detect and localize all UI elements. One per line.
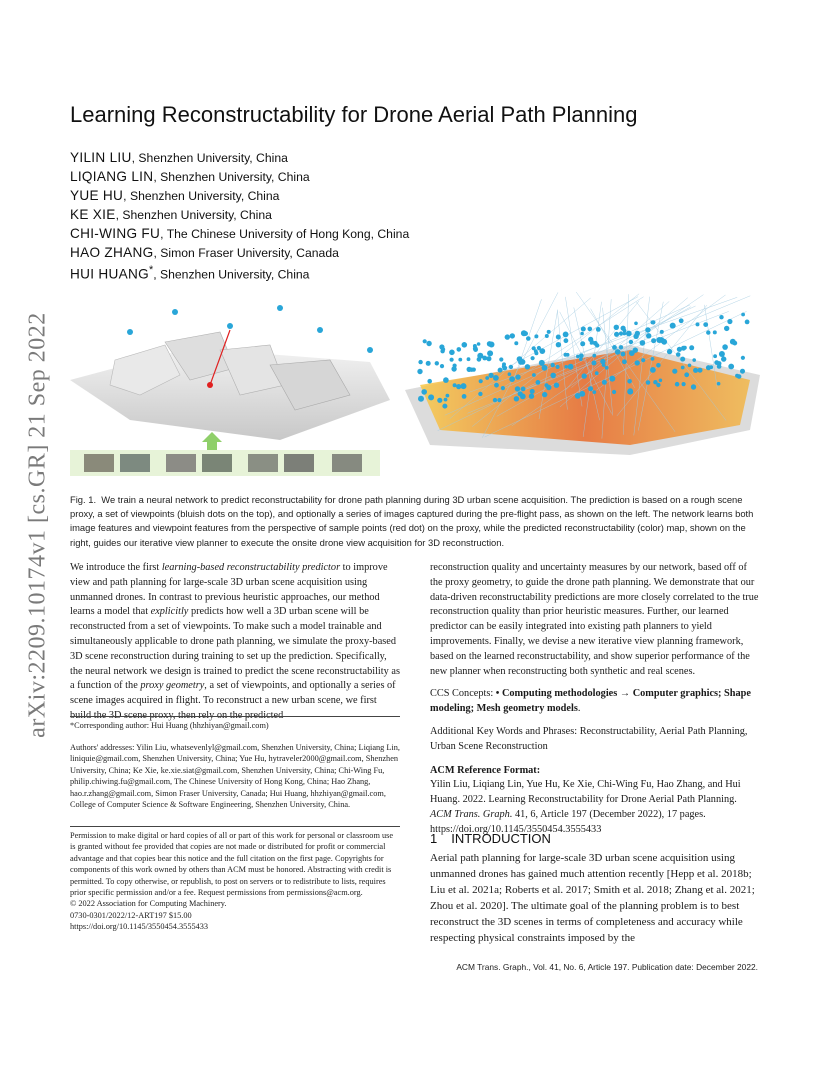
viewpoint-dot xyxy=(417,369,422,374)
viewpoint-dot xyxy=(740,369,745,374)
author-7 xyxy=(70,264,309,281)
viewpoint-dot xyxy=(717,364,722,369)
viewpoint-dot xyxy=(509,365,513,369)
viewpoint-dot xyxy=(428,394,434,400)
viewpoint-dot xyxy=(521,387,526,392)
permission-notice xyxy=(70,830,400,933)
viewpoint-dot xyxy=(501,386,505,390)
viewpoint-dot xyxy=(536,380,541,385)
viewpoint-dot xyxy=(127,329,133,335)
viewpoint-dot xyxy=(493,375,499,381)
viewpoint-dot xyxy=(698,368,703,373)
ccs-concepts xyxy=(430,687,760,717)
viewpoint-dot xyxy=(545,383,549,387)
viewpoint-dot xyxy=(564,365,568,369)
viewpoint-dot xyxy=(717,382,721,386)
section-heading xyxy=(430,831,551,846)
viewpoint-dot xyxy=(462,342,468,348)
viewpoint-dot xyxy=(627,379,632,384)
viewpoint-dot xyxy=(482,356,487,361)
viewpoint-dot xyxy=(605,366,609,370)
viewpoint-dot xyxy=(682,382,686,386)
captured-image xyxy=(284,454,314,472)
viewpoint-dot xyxy=(523,331,528,336)
viewpoint-dot xyxy=(556,365,560,369)
viewpoint-dot xyxy=(526,336,531,341)
abstract-text: We introduce the first xyxy=(70,562,162,573)
viewpoint-dot xyxy=(676,352,681,357)
viewpoint-dot xyxy=(439,344,444,349)
viewpoint-dot xyxy=(227,323,233,329)
viewpoint-dot xyxy=(741,356,745,360)
viewpoint-dot xyxy=(534,334,538,338)
viewpoint-dot xyxy=(580,341,585,346)
up-arrow-icon xyxy=(202,432,222,450)
viewpoint-dot xyxy=(508,372,512,376)
viewpoint-dot xyxy=(467,357,471,361)
viewpoint-dot xyxy=(670,323,676,329)
keywords: Additional Key Words and Phrases: Reconstructability, Aerial Path Planning, Urban Scene Reconstruction xyxy=(430,725,748,752)
viewpoint-dot xyxy=(367,347,373,353)
author-mark: * xyxy=(148,264,154,276)
viewpoint-dot xyxy=(619,345,623,349)
viewpoint-dot xyxy=(485,376,489,380)
abstract-emphasis: explicitly xyxy=(150,606,189,618)
viewpoint-dot xyxy=(449,350,455,356)
viewpoint-dot xyxy=(713,354,717,358)
viewpoint-dot xyxy=(719,351,725,357)
abstract-text: to improve view and path planning for large-scale 3D urban scene acquisition using unmanned drones. In contrast to previous heuristic approaches, our method learns a model that xyxy=(70,562,388,618)
viewpoint-dot xyxy=(418,360,422,364)
viewpoint-dot xyxy=(531,356,535,360)
viewpoint-dot xyxy=(509,376,515,382)
paper-title: Learning Reconstructability for Drone Aerial Path Planning xyxy=(70,102,638,127)
viewpoint-dot xyxy=(592,354,596,358)
viewpoint-dot xyxy=(680,357,685,362)
viewpoint-dot xyxy=(628,388,633,393)
figure-caption xyxy=(70,493,760,550)
viewpoint-dot xyxy=(588,327,593,332)
viewpoint-dot xyxy=(612,345,617,350)
intro-paragraph: Aerial path planning for large-scale 3D urban scene acquisition using unmanned drones has gained much attention recently [Hepp et al. 2018b; Liu et al. 2021a; Roberts et al. 2017; Smith et al. 2018; Zhang et al. 2021; Zhou et al. 2020]. The ultimate goal of the planning problem is to best reconstruct the 3D scenes in terms of completeness and accuracy while respecting physical constraints imposed by the xyxy=(430,852,755,944)
viewpoint-dot xyxy=(592,361,597,366)
viewpoint-dot xyxy=(489,373,494,378)
viewpoint-dot xyxy=(646,333,651,338)
viewpoint-dot xyxy=(659,379,663,383)
viewpoint-dot xyxy=(622,359,627,364)
sample-point xyxy=(207,382,213,388)
viewpoint-dot xyxy=(681,346,686,351)
viewpoint-dot xyxy=(530,389,535,394)
viewpoint-dot xyxy=(440,364,444,368)
viewpoint-dot xyxy=(641,358,645,362)
viewpoint-dot xyxy=(453,383,457,387)
viewpoint-dot xyxy=(706,330,710,334)
viewpoint-dot xyxy=(679,318,684,323)
viewpoint-dot xyxy=(722,344,728,350)
viewpoint-dot xyxy=(650,367,656,373)
acm-reference xyxy=(430,764,760,838)
viewpoint-dot xyxy=(732,341,737,346)
viewpoint-dot xyxy=(600,359,605,364)
abstract-emphasis: learning-based reconstructability predictor xyxy=(161,562,341,573)
author-name: HUI HUANG xyxy=(70,266,149,282)
viewpoint-dot xyxy=(588,337,593,342)
captured-image xyxy=(202,454,232,472)
viewpoint-dot xyxy=(564,353,568,357)
viewpoint-dot xyxy=(615,349,621,355)
page-footer: ACM Trans. Graph., Vol. 41, No. 6, Article 197. Publication date: December 2022. xyxy=(456,962,758,972)
captured-image xyxy=(248,454,278,472)
viewpoint-dot xyxy=(621,352,626,357)
viewpoint-dot xyxy=(456,384,461,389)
viewpoint-dot xyxy=(719,315,723,319)
copyright: © 2022 Association for Computing Machinery. xyxy=(70,899,227,909)
viewpoint-dot xyxy=(479,379,483,383)
proxy-scene xyxy=(70,330,390,440)
author-name: KE XIE xyxy=(70,207,116,222)
viewpoint-dot xyxy=(579,391,585,397)
author-affiliation: , Shenzhen University, China xyxy=(131,151,288,165)
viewpoint-dot xyxy=(595,371,599,375)
viewpoint-dot xyxy=(423,339,427,343)
abstract-text: , a set of viewpoints, and optionally a series of scene images acquired in flight. To reconstruct a new urban scene, we first build the 3D scene proxy, then rely on the predicted xyxy=(70,680,396,721)
reconstructability-map xyxy=(405,345,760,455)
viewpoint-dot xyxy=(675,382,680,387)
viewpoint-dot xyxy=(556,335,561,340)
author-name: YUE HU xyxy=(70,188,124,203)
viewpoint-dot xyxy=(672,369,677,374)
viewpoint-dot xyxy=(443,377,449,383)
viewpoint-dot xyxy=(656,383,660,387)
caption-text: We train a neural network to predict reconstructability for drone path planning during 3D urban scene acquisition. The prediction is based on a rough scene proxy, a set of viewpoints (bluish dots on the top), and optionally a series of images captured during the pre-flight pass, as shown on the left. The network learns both image features and viewpoint features from the perspective of sample points (red dot) on the proxy, while the predicted reconstructability (color) map, shown on the right, guides our iterative view planner to execute the onsite drone view acquisition for 3D reconstruction. xyxy=(70,494,754,548)
captured-image xyxy=(84,454,114,472)
viewpoint-dot xyxy=(623,332,627,336)
viewpoint-dot xyxy=(688,364,692,368)
viewpoint-dot xyxy=(651,357,655,361)
viewpoint-dot xyxy=(442,404,447,409)
viewpoint-dot xyxy=(510,333,515,338)
viewpoint-dot xyxy=(681,366,685,370)
viewpoint-dot xyxy=(614,332,619,337)
viewpoint-dot xyxy=(499,357,503,361)
author-3 xyxy=(70,188,279,203)
viewpoint-dot xyxy=(550,373,556,379)
viewpoint-dot xyxy=(444,398,448,402)
author-affiliation: , Simon Fraser University, Canada xyxy=(153,246,339,260)
viewpoint-dot xyxy=(614,325,619,330)
author-5 xyxy=(70,226,409,241)
author-affiliation: , Shenzhen University, China xyxy=(115,208,272,222)
doi-link[interactable]: https://doi.org/10.1145/3550454.3555433 xyxy=(70,922,209,932)
viewpoint-dot xyxy=(563,332,569,338)
author-affiliation: , Shenzhen University, China xyxy=(153,170,310,184)
viewpoint-dot xyxy=(619,331,623,335)
viewpoint-dot xyxy=(609,376,615,382)
viewpoint-dot xyxy=(418,396,424,402)
viewpoint-dot xyxy=(645,327,650,332)
viewpoint-dot xyxy=(612,390,616,394)
viewpoint-dot xyxy=(515,386,520,391)
viewpoint-dot xyxy=(542,392,547,397)
viewpoint-dot xyxy=(505,334,510,339)
author-6 xyxy=(70,245,339,260)
captured-image xyxy=(120,454,150,472)
abstract-left xyxy=(70,561,400,724)
issn: 0730-0301/2022/12-ART197 $15.00 xyxy=(70,910,192,920)
viewpoint-dot xyxy=(646,380,651,385)
viewpoint-dot xyxy=(556,342,561,347)
viewpoint-dot xyxy=(596,327,601,332)
viewpoint-dot xyxy=(579,353,584,358)
author-affiliation: , Shenzhen University, China xyxy=(123,189,280,203)
viewpoint-dot xyxy=(696,322,700,326)
viewpoint-dot xyxy=(656,337,662,343)
viewpoint-dot xyxy=(660,330,664,334)
viewpoint-dot xyxy=(529,394,534,399)
viewpoint-dot xyxy=(588,386,593,391)
viewpoint-dot xyxy=(691,384,696,389)
author-2 xyxy=(70,169,310,184)
viewpoint-dot xyxy=(706,365,711,370)
viewpoint-dot xyxy=(741,313,745,317)
viewpoint-dot xyxy=(486,356,491,361)
viewpoint-dot xyxy=(545,334,549,338)
permission-text: Permission to make digital or hard copies of all or part of this work for personal or classroom use is granted without fee provided that copies are not made or distributed for profit or commercial advantage and that copies bear this notice and the full citation on the first page. Copyrights for components of this work owned by others than ACM must be honored. Abstracting with credit is permitted. To copy otherwise, or republish, to post on servers or to redistribute to lists, requires prior specific permission and/or a fee. Request permissions from permissions@acm.org. xyxy=(70,831,394,898)
viewpoint-dot xyxy=(427,379,432,384)
viewpoint-dot xyxy=(651,320,655,324)
viewpoint-dot xyxy=(426,341,431,346)
viewpoint-dot xyxy=(489,342,495,348)
teaser-figure xyxy=(70,290,760,480)
viewpoint-dot xyxy=(487,350,493,356)
abstract-right xyxy=(430,561,760,838)
ccs-label: CCS Concepts: xyxy=(430,688,496,700)
viewpoint-dot xyxy=(633,334,638,339)
author-name: YILIN LIU xyxy=(70,150,132,165)
viewpoint-dot xyxy=(629,340,633,344)
author-addresses: Authors' addresses: Yilin Liu, whatsevenlyl@gmail.com, Shenzhen University, China; Liqiang Lin, liniquie@gmail.com, Shenzhen University, China; Yue Hu, hytraveler2000@gmail.com, Shenzhen University, China; Ke Xie, ke.xie.siat@gmail.com, Shenzhen University, China; Chi-Wing Fu, philip.chiwing.fu@gmail.com, The Chinese University of Hong Kong, China; Hao Zhang, hao.r.zhang@gmail.com, Simon Fraser University, Canada; Hui Huang, hhzhiyan@gmail.com, College of Computer Science & Software Engineering, Shenzhen University, China. xyxy=(70,743,400,810)
footnote-rule xyxy=(70,716,400,717)
viewpoint-dot xyxy=(580,332,584,336)
viewpoint-dot xyxy=(568,364,574,370)
viewpoint-dot xyxy=(457,347,462,352)
viewpoint-dot xyxy=(592,390,596,394)
viewpoint-dot xyxy=(477,342,481,346)
viewpoint-dot xyxy=(532,373,536,377)
viewpoint-dot xyxy=(564,338,569,343)
viewpoint-dot xyxy=(634,322,638,326)
viewpoint-dot xyxy=(534,349,538,353)
viewpoint-dot xyxy=(667,349,672,354)
viewpoint-dot xyxy=(703,322,708,327)
ccs-items: • Computing methodologies → Computer graphics; Shape modeling; Mesh geometry models xyxy=(430,688,751,715)
viewpoint-dot xyxy=(467,367,472,372)
viewpoint-dot xyxy=(462,394,467,399)
captured-image xyxy=(166,454,196,472)
viewpoint-dot xyxy=(525,364,530,369)
viewpoint-dot xyxy=(478,392,482,396)
viewpoint-dot xyxy=(537,346,541,350)
author-1 xyxy=(70,150,288,165)
viewpoint-dot xyxy=(493,398,497,402)
viewpoint-dot xyxy=(458,358,462,362)
viewpoint-dot xyxy=(689,345,694,350)
viewpoint-dot xyxy=(629,350,635,356)
viewpoint-dot xyxy=(727,319,732,324)
viewpoint-dot xyxy=(277,305,283,311)
viewpoint-dot xyxy=(498,368,503,373)
viewpoint-dot xyxy=(437,398,442,403)
section-title: INTRODUCTION xyxy=(451,831,551,846)
author-name: LIQIANG LIN xyxy=(70,169,154,184)
arxiv-stamp xyxy=(16,290,60,760)
author-name: HAO ZHANG xyxy=(70,245,154,260)
abstract-text: predicts how well a 3D urban scene will be reconstructed from a set of viewpoints. To make such a model trainable and simultaneously applicable to drone path planning, we simulate the proxy-based 3D scene reconstruction during training to set up the prediction. Specifically, the neural network we design is trained to predict the scene reconstructability as a function of the xyxy=(70,606,400,692)
viewpoint-dot xyxy=(515,374,520,379)
abstract-continued: reconstruction quality and uncertainty measures by our network, based off of the proxy geometry, to guide the drone path planning. We demonstrate that our data-driven reconstructability predictions are more closely correlated to the true reconstruction quality than prior heuristic measures. Further, our learned predictor can be easily integrated into existing path planners to yield improvements. Finally, we devise a new iterative view planning framework, based on the learned reconstructability, and show superior performance of the new planner when reconstructing both synthetic and real scenes. xyxy=(430,562,759,677)
viewpoint-dot xyxy=(581,327,586,332)
viewpoint-dot xyxy=(426,361,431,366)
abstract-emphasis: proxy geometry xyxy=(140,680,205,692)
viewpoint-dot xyxy=(461,383,467,389)
acm-ref-journal: ACM Trans. Graph. xyxy=(430,808,513,820)
viewpoint-dot xyxy=(520,394,526,400)
viewpoint-dot xyxy=(497,398,501,402)
viewpoint-dot xyxy=(621,326,626,331)
viewpoint-dot xyxy=(635,360,640,365)
viewpoint-dot xyxy=(554,383,559,388)
viewpoint-dot xyxy=(693,368,698,373)
author-4 xyxy=(70,207,272,222)
viewpoint-dot xyxy=(651,338,656,343)
viewpoint-dot xyxy=(745,320,750,325)
viewpoint-dot xyxy=(172,309,178,315)
abstract-paragraph xyxy=(70,561,400,724)
viewpoint-dot xyxy=(626,331,632,337)
author-name: CHI-WING FU xyxy=(70,226,161,241)
viewpoint-dot xyxy=(692,358,696,362)
ccs-end: . xyxy=(577,703,581,715)
corresponding-author: *Corresponding author: Hui Huang (hhzhiyan@gmail.com) xyxy=(70,721,269,730)
viewpoint-dot xyxy=(547,330,551,334)
viewpoint-dot xyxy=(728,364,734,370)
viewpoint-dot xyxy=(520,359,526,365)
viewpoint-dot xyxy=(656,363,661,368)
viewpoint-dot xyxy=(514,396,519,401)
viewpoint-dot xyxy=(713,330,717,334)
viewpoint-dot xyxy=(539,360,545,366)
viewpoint-dot xyxy=(551,363,555,367)
viewpoint-dot xyxy=(494,383,499,388)
author-affiliation: , Shenzhen University, China xyxy=(153,267,310,282)
viewpoint-dot xyxy=(473,346,478,351)
viewpoint-dot xyxy=(451,366,456,371)
captured-image xyxy=(332,454,362,472)
acm-ref-heading: ACM Reference Format: xyxy=(430,764,541,776)
viewpoint-dot xyxy=(640,340,646,346)
viewpoint-dot xyxy=(724,326,729,331)
section-number: 1 xyxy=(430,831,438,846)
viewpoint-dot xyxy=(502,362,506,366)
viewpoint-dot xyxy=(684,372,689,377)
author-affiliation: , The Chinese University of Hong Kong, China xyxy=(160,227,410,241)
viewpoint-dot xyxy=(514,341,518,345)
arxiv-id: arXiv:2209.10174v1 [cs.GR] 21 Sep 2022 xyxy=(24,312,51,738)
viewpoint-dot xyxy=(421,389,427,395)
acm-ref-text: 41, 6, Article 197 (December 2022), 17 pages. https://doi.org/10.1145/3550454.3555433 xyxy=(430,808,706,835)
viewpoint-dot xyxy=(721,356,726,361)
viewpoint-dot xyxy=(582,373,587,378)
viewpoint-dot xyxy=(446,394,450,398)
viewpoint-dot xyxy=(602,380,607,385)
viewpoint-dot xyxy=(450,358,454,362)
viewpoint-dot xyxy=(435,361,439,365)
caption-label: Fig. 1. xyxy=(70,494,97,505)
viewpoint-dot xyxy=(317,327,323,333)
acm-ref-text: Yilin Liu, Liqiang Lin, Yue Hu, Ke Xie, Chi-Wing Fu, Hao Zhang, and Hui Huang. 2022. Learning Reconstructability for Drone Aerial Path Planning. xyxy=(430,779,741,806)
permission-rule xyxy=(70,826,400,827)
viewpoint-dot xyxy=(735,374,739,378)
